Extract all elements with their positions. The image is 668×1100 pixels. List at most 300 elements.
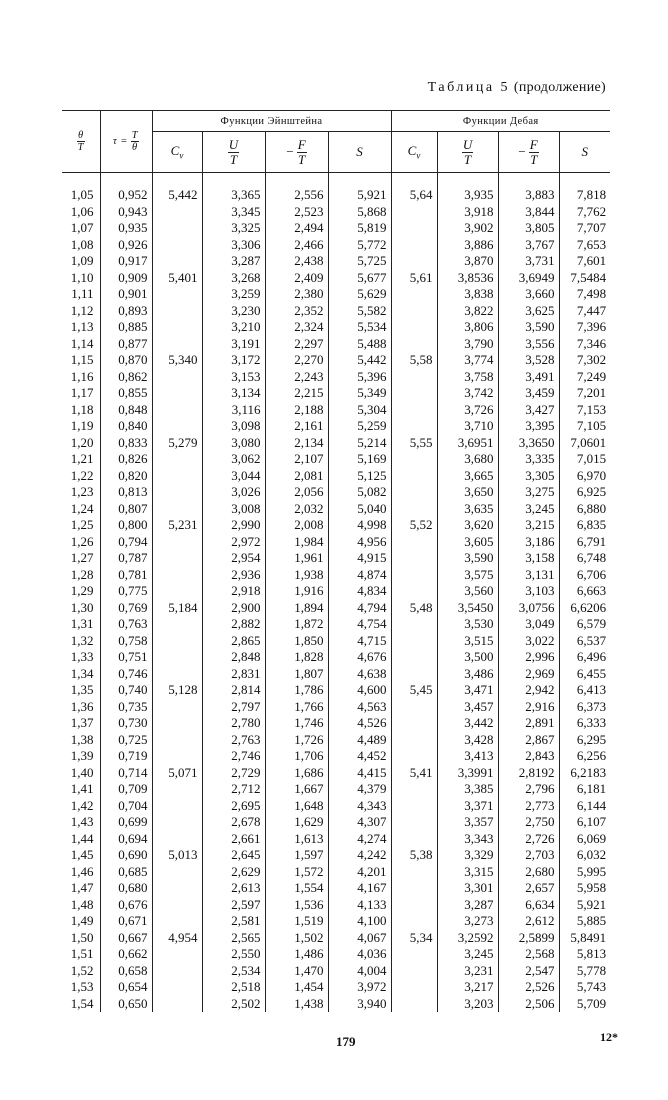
- einstein-u-cell: 2,597: [202, 897, 265, 914]
- einstein-cv-cell: [152, 451, 202, 468]
- einstein-s-cell: 4,100: [328, 913, 391, 930]
- theta-ratio-cell: 1,37: [70, 715, 94, 730]
- einstein-cv-cell: 5,442: [152, 187, 202, 204]
- table-row: [62, 451, 610, 468]
- tau-cell: 0,877: [100, 336, 152, 353]
- tau-cell: 0,885: [100, 319, 152, 336]
- einstein-cv-cell: [152, 237, 202, 254]
- table-row: [62, 616, 610, 633]
- einstein-u-cell: 2,936: [202, 567, 265, 584]
- theta-ratio-cell: 1,38: [70, 731, 94, 747]
- einstein-cv-cell: [152, 286, 202, 303]
- einstein-s-cell: 5,582: [328, 303, 391, 320]
- einstein-s-cell: 5,214: [328, 435, 391, 452]
- einstein-f-cell: 2,081: [265, 468, 328, 485]
- theta-ratio-cell: 1,45: [70, 847, 94, 862]
- debye-cv-cell: 5,52: [391, 517, 437, 534]
- einstein-u-cell: 2,831: [202, 666, 265, 683]
- debye-s-cell: 7,5484: [559, 270, 610, 287]
- einstein-s-cell: 5,534: [328, 319, 391, 336]
- debye-s-cell: 6,373: [559, 699, 610, 716]
- theta-ratio-cell: 1,07: [70, 220, 94, 235]
- debye-u-cell: 3,2592: [437, 930, 498, 947]
- debye-u-cell: 3,428: [437, 732, 498, 749]
- theta-ratio-cell: 1,14: [70, 335, 94, 351]
- einstein-f-cell: 2,161: [265, 418, 328, 435]
- signature-mark: 12*: [600, 1030, 618, 1044]
- einstein-cv-cell: [152, 567, 202, 584]
- einstein-s-cell: 4,600: [328, 682, 391, 699]
- einstein-s-cell: 4,794: [328, 600, 391, 617]
- einstein-u-cell: 2,990: [202, 517, 265, 534]
- einstein-f-cell: 2,494: [265, 220, 328, 237]
- debye-cv-cell: [391, 616, 437, 633]
- debye-u-cell: 3,471: [437, 682, 498, 699]
- table-row: [62, 732, 610, 749]
- debye-s-cell: 7,249: [559, 369, 610, 386]
- einstein-f-cell: 1,706: [265, 748, 328, 765]
- debye-cv-cell: [391, 633, 437, 650]
- debye-f-cell: 3,491: [498, 369, 559, 386]
- einstein-cv-cell: [152, 369, 202, 386]
- theta-ratio-cell: 1,47: [70, 880, 94, 895]
- einstein-group-header: Функции Эйнштейна: [152, 111, 391, 132]
- debye-f-cell: 3,528: [498, 352, 559, 369]
- theta-ratio-cell: 1,12: [70, 302, 94, 318]
- table-row: [62, 270, 610, 287]
- table-row: [62, 880, 610, 897]
- einstein-f-cell: 1,872: [265, 616, 328, 633]
- table-row: [62, 369, 610, 386]
- tau-cell: 0,758: [100, 633, 152, 650]
- debye-u-cell: 3,710: [437, 418, 498, 435]
- einstein-u-cell: 2,565: [202, 930, 265, 947]
- debye-cv-cell: [391, 286, 437, 303]
- einstein-f-cell: 2,215: [265, 385, 328, 402]
- theta-ratio-cell: 1,15: [70, 352, 94, 367]
- debye-s-cell: 6,748: [559, 550, 610, 567]
- debye-u-cell: 3,301: [437, 880, 498, 897]
- einstein-cv-cell: [152, 732, 202, 749]
- debye-u-cell: 3,605: [437, 534, 498, 551]
- table-row: [62, 748, 610, 765]
- theta-ratio-cell: 1,09: [70, 253, 94, 268]
- debye-f-cell: 2,612: [498, 913, 559, 930]
- debye-u-cell: 3,935: [437, 187, 498, 204]
- tau-cell: 0,685: [100, 864, 152, 881]
- tau-cell: 0,714: [100, 765, 152, 782]
- theta-ratio-cell: 1,32: [70, 632, 94, 648]
- debye-u-cell: 3,886: [437, 237, 498, 254]
- debye-u-cell: 3,287: [437, 897, 498, 914]
- debye-f-cell: 3,844: [498, 204, 559, 221]
- einstein-s-cell: 5,772: [328, 237, 391, 254]
- tau-cell: 0,751: [100, 649, 152, 666]
- einstein-f-cell: 1,648: [265, 798, 328, 815]
- debye-u-cell: 3,902: [437, 220, 498, 237]
- debye-u-cell: 3,413: [437, 748, 498, 765]
- debye-cv-cell: [391, 963, 437, 980]
- einstein-u-cell: 2,780: [202, 715, 265, 732]
- tau-cell: 0,735: [100, 699, 152, 716]
- theta-ratio-cell: 1,21: [70, 451, 94, 466]
- tau-cell: 0,935: [100, 220, 152, 237]
- debye-u-cell: 3,822: [437, 303, 498, 320]
- einstein-s-cell: 5,488: [328, 336, 391, 353]
- einstein-s-cell: 5,725: [328, 253, 391, 270]
- debye-f-cell: 2,703: [498, 847, 559, 864]
- einstein-f-cell: 1,597: [265, 847, 328, 864]
- einstein-u-cell: 2,729: [202, 765, 265, 782]
- einstein-s-cell: 4,307: [328, 814, 391, 831]
- debye-f-cell: 2,5899: [498, 930, 559, 947]
- debye-u-cell: 3,575: [437, 567, 498, 584]
- theta-ratio-cell: 1,36: [70, 698, 94, 714]
- table-row: [62, 682, 610, 699]
- einstein-cv-cell: [152, 715, 202, 732]
- table-row: [62, 418, 610, 435]
- debye-cv-cell: [391, 319, 437, 336]
- einstein-s-cell: 5,125: [328, 468, 391, 485]
- table-row: [62, 484, 610, 501]
- einstein-u-cell: 2,763: [202, 732, 265, 749]
- einstein-u-cell: 2,865: [202, 633, 265, 650]
- debye-u-cell: 3,442: [437, 715, 498, 732]
- tau-cell: 0,926: [100, 237, 152, 254]
- einstein-s-cell: 4,638: [328, 666, 391, 683]
- einstein-cv-cell: [152, 534, 202, 551]
- table-row: [62, 517, 610, 534]
- debye-f-cell: 2,773: [498, 798, 559, 815]
- einstein-cv-cell: [152, 616, 202, 633]
- debye-f-cell: 2,568: [498, 946, 559, 963]
- einstein-u-cell: 2,900: [202, 600, 265, 617]
- einstein-f-cell: 1,536: [265, 897, 328, 914]
- einstein-f-cell: 1,807: [265, 666, 328, 683]
- debye-f-cell: 3,305: [498, 468, 559, 485]
- debye-s-cell: 5,813: [559, 946, 610, 963]
- einstein-s-cell: 4,452: [328, 748, 391, 765]
- einstein-cv-cell: [152, 864, 202, 881]
- debye-cv-cell: 5,38: [391, 847, 437, 864]
- debye-f-cell: 3,767: [498, 237, 559, 254]
- einstein-s-header: S: [328, 132, 391, 173]
- einstein-f-cell: 2,466: [265, 237, 328, 254]
- einstein-f-cell: 1,470: [265, 963, 328, 980]
- debye-s-cell: 5,995: [559, 864, 610, 881]
- einstein-f-cell: 1,916: [265, 583, 328, 600]
- einstein-s-cell: 5,819: [328, 220, 391, 237]
- debye-s-cell: 6,069: [559, 831, 610, 848]
- table-row: [62, 633, 610, 650]
- einstein-cv-cell: [152, 484, 202, 501]
- debye-s-cell: 6,835: [559, 517, 610, 534]
- debye-u-cell: 3,515: [437, 633, 498, 650]
- einstein-f-cell: 1,519: [265, 913, 328, 930]
- debye-group-header: Функции Дебая: [391, 111, 610, 132]
- table-row: [62, 501, 610, 518]
- tau-cell: 0,787: [100, 550, 152, 567]
- einstein-cv-cell: [152, 402, 202, 419]
- einstein-s-cell: 4,036: [328, 946, 391, 963]
- einstein-s-cell: 4,343: [328, 798, 391, 815]
- debye-s-cell: 7,447: [559, 303, 610, 320]
- einstein-f-cell: 1,554: [265, 880, 328, 897]
- einstein-u-cell: 2,848: [202, 649, 265, 666]
- debye-f-cell: 2,680: [498, 864, 559, 881]
- einstein-cv-cell: [152, 666, 202, 683]
- theta-ratio-cell: 1,06: [70, 203, 94, 219]
- tau-cell: 0,909: [100, 270, 152, 287]
- debye-cv-cell: [391, 649, 437, 666]
- einstein-s-cell: 4,998: [328, 517, 391, 534]
- debye-u-cell: 3,203: [437, 996, 498, 1013]
- debye-cv-cell: [391, 913, 437, 930]
- einstein-s-cell: 3,940: [328, 996, 391, 1013]
- tau-cell: 0,840: [100, 418, 152, 435]
- einstein-s-cell: 4,415: [328, 765, 391, 782]
- debye-cv-cell: [391, 864, 437, 881]
- debye-s-cell: 7,818: [559, 187, 610, 204]
- einstein-u-cell: 3,044: [202, 468, 265, 485]
- tau-cell: 0,848: [100, 402, 152, 419]
- einstein-f-cell: 2,324: [265, 319, 328, 336]
- einstein-cv-cell: [152, 963, 202, 980]
- einstein-cv-cell: [152, 550, 202, 567]
- tau-cell: 0,826: [100, 451, 152, 468]
- debye-cv-cell: [391, 237, 437, 254]
- einstein-u-cell: 3,080: [202, 435, 265, 452]
- einstein-f-cell: 2,188: [265, 402, 328, 419]
- einstein-f-cell: 2,032: [265, 501, 328, 518]
- debye-u-cell: 3,3991: [437, 765, 498, 782]
- debye-f-cell: 2,891: [498, 715, 559, 732]
- einstein-u-cell: 2,918: [202, 583, 265, 600]
- table-row: [62, 385, 610, 402]
- theta-ratio-cell: 1,42: [70, 797, 94, 813]
- table-row: [62, 204, 610, 221]
- einstein-u-cell: 2,678: [202, 814, 265, 831]
- table-row: [62, 897, 610, 914]
- debye-f-cell: 3,131: [498, 567, 559, 584]
- table-row: [62, 600, 610, 617]
- einstein-cv-cell: 5,231: [152, 517, 202, 534]
- debye-s-cell: 6,970: [559, 468, 610, 485]
- einstein-u-cell: 2,550: [202, 946, 265, 963]
- einstein-cv-header: $C_v$: [152, 132, 202, 173]
- einstein-s-cell: 4,067: [328, 930, 391, 947]
- table-row: [62, 831, 610, 848]
- debye-u-cell: 3,273: [437, 913, 498, 930]
- debye-s-cell: 6,256: [559, 748, 610, 765]
- table-row: [62, 649, 610, 666]
- debye-f-cell: 2,996: [498, 649, 559, 666]
- table-row: [62, 286, 610, 303]
- debye-f-cell: 3,215: [498, 517, 559, 534]
- einstein-s-cell: 4,201: [328, 864, 391, 881]
- debye-cv-cell: [391, 781, 437, 798]
- debye-cv-cell: [391, 484, 437, 501]
- einstein-f-cell: 2,409: [265, 270, 328, 287]
- einstein-s-cell: 5,868: [328, 204, 391, 221]
- einstein-f-cell: 1,454: [265, 979, 328, 996]
- table-row: [62, 666, 610, 683]
- einstein-s-cell: 5,349: [328, 385, 391, 402]
- einstein-u-cell: 3,062: [202, 451, 265, 468]
- tau-cell: 0,680: [100, 880, 152, 897]
- table-row: [62, 781, 610, 798]
- einstein-u-cell: 3,008: [202, 501, 265, 518]
- einstein-f-cell: 2,243: [265, 369, 328, 386]
- debye-cv-cell: [391, 831, 437, 848]
- einstein-s-cell: 5,040: [328, 501, 391, 518]
- debye-f-cell: 2,843: [498, 748, 559, 765]
- einstein-s-cell: 4,956: [328, 534, 391, 551]
- einstein-s-cell: 4,715: [328, 633, 391, 650]
- einstein-s-cell: 5,169: [328, 451, 391, 468]
- debye-cv-cell: [391, 583, 437, 600]
- einstein-cv-cell: 5,013: [152, 847, 202, 864]
- debye-f-cell: 3,731: [498, 253, 559, 270]
- debye-s-cell: 6,181: [559, 781, 610, 798]
- debye-cv-cell: [391, 204, 437, 221]
- einstein-u-cell: 3,287: [202, 253, 265, 270]
- einstein-s-cell: 4,874: [328, 567, 391, 584]
- table-row: [62, 930, 610, 947]
- debye-f-cell: 2,8192: [498, 765, 559, 782]
- einstein-s-cell: 4,133: [328, 897, 391, 914]
- debye-s-cell: 6,144: [559, 798, 610, 815]
- tau-cell: 0,794: [100, 534, 152, 551]
- einstein-u-cell: 3,191: [202, 336, 265, 353]
- debye-s-cell: 5,921: [559, 897, 610, 914]
- tau-cell: 0,694: [100, 831, 152, 848]
- table-row: [62, 567, 610, 584]
- debye-cv-cell: 5,64: [391, 187, 437, 204]
- einstein-cv-cell: [152, 385, 202, 402]
- einstein-s-cell: 4,754: [328, 616, 391, 633]
- debye-cv-cell: [391, 385, 437, 402]
- einstein-u-cell: 3,116: [202, 402, 265, 419]
- einstein-u-cell: 2,882: [202, 616, 265, 633]
- tau-cell: 0,730: [100, 715, 152, 732]
- einstein-cv-cell: [152, 814, 202, 831]
- debye-cv-cell: 5,61: [391, 270, 437, 287]
- einstein-u-cell: 2,797: [202, 699, 265, 716]
- tau-cell: 0,769: [100, 600, 152, 617]
- tau-cell: 0,807: [100, 501, 152, 518]
- table-row: [62, 187, 610, 204]
- debye-f-cell: 3,660: [498, 286, 559, 303]
- theta-ratio-cell: 1,40: [70, 764, 94, 780]
- tau-cell: 0,781: [100, 567, 152, 584]
- tau-header: τ = $\frac{T}{\theta}$: [100, 111, 152, 173]
- debye-u-cell: 3,343: [437, 831, 498, 848]
- tau-cell: 0,813: [100, 484, 152, 501]
- debye-f-cell: 2,526: [498, 979, 559, 996]
- page-number: 179: [336, 1034, 356, 1049]
- einstein-s-cell: 4,167: [328, 880, 391, 897]
- debye-u-cell: 3,726: [437, 402, 498, 419]
- einstein-f-cell: 1,894: [265, 600, 328, 617]
- einstein-u-cell: 2,534: [202, 963, 265, 980]
- einstein-cv-cell: [152, 831, 202, 848]
- debye-f-cell: 6,634: [498, 897, 559, 914]
- debye-cv-cell: 5,58: [391, 352, 437, 369]
- einstein-s-cell: 5,304: [328, 402, 391, 419]
- debye-u-cell: 3,385: [437, 781, 498, 798]
- einstein-cv-cell: [152, 204, 202, 221]
- debye-f-cell: 3,158: [498, 550, 559, 567]
- theta-over-t-header: $\frac{\theta}{T}$: [62, 111, 100, 173]
- debye-s-cell: 5,778: [559, 963, 610, 980]
- theta-ratio-cell: 1,43: [70, 814, 94, 829]
- tau-cell: 0,746: [100, 666, 152, 683]
- debye-u-cell: 3,870: [437, 253, 498, 270]
- debye-f-cell: 2,750: [498, 814, 559, 831]
- theta-ratio-cell: 1,49: [70, 913, 94, 928]
- theta-ratio-cell: 1,51: [70, 946, 94, 961]
- einstein-u-cell: 2,518: [202, 979, 265, 996]
- theta-ratio-cell: 1,23: [70, 484, 94, 499]
- theta-ratio-cell: 1,30: [70, 599, 94, 615]
- debye-f-cell: 2,796: [498, 781, 559, 798]
- table-row: [62, 913, 610, 930]
- einstein-s-cell: 4,004: [328, 963, 391, 980]
- debye-s-cell: 7,105: [559, 418, 610, 435]
- debye-u-cell: 3,635: [437, 501, 498, 518]
- einstein-f-cell: 1,726: [265, 732, 328, 749]
- table-body: [62, 173, 610, 1013]
- table-row: [62, 220, 610, 237]
- debye-s-cell: 6,107: [559, 814, 610, 831]
- theta-ratio-cell: 1,10: [70, 269, 94, 285]
- einstein-s-cell: 4,274: [328, 831, 391, 848]
- debye-u-cell: 3,758: [437, 369, 498, 386]
- debye-cv-cell: [391, 220, 437, 237]
- einstein-f-cell: 1,572: [265, 864, 328, 881]
- table-row: [62, 336, 610, 353]
- tau-cell: 0,943: [100, 204, 152, 221]
- debye-s-cell: 6,032: [559, 847, 610, 864]
- debye-s-cell: 5,709: [559, 996, 610, 1013]
- einstein-s-cell: 4,834: [328, 583, 391, 600]
- table-row: [62, 963, 610, 980]
- debye-u-cell: 3,590: [437, 550, 498, 567]
- debye-cv-cell: [391, 336, 437, 353]
- debye-u-cell: 3,806: [437, 319, 498, 336]
- einstein-cv-cell: [152, 319, 202, 336]
- debye-cv-cell: [391, 253, 437, 270]
- debye-s-cell: 6,537: [559, 633, 610, 650]
- einstein-u-cell: 3,230: [202, 303, 265, 320]
- debye-u-cell: 3,315: [437, 864, 498, 881]
- einstein-s-cell: 4,915: [328, 550, 391, 567]
- debye-cv-cell: [391, 534, 437, 551]
- table-row: [62, 583, 610, 600]
- einstein-cv-cell: [152, 781, 202, 798]
- debye-u-header: $\frac{U}{T}$: [437, 132, 498, 173]
- einstein-cv-cell: [152, 913, 202, 930]
- debye-s-cell: 6,496: [559, 649, 610, 666]
- tau-cell: 0,709: [100, 781, 152, 798]
- debye-u-cell: 3,500: [437, 649, 498, 666]
- debye-f-cell: 3,186: [498, 534, 559, 551]
- debye-f-cell: 3,3650: [498, 435, 559, 452]
- table-row: [62, 765, 610, 782]
- einstein-u-cell: 2,972: [202, 534, 265, 551]
- debye-cv-cell: 5,41: [391, 765, 437, 782]
